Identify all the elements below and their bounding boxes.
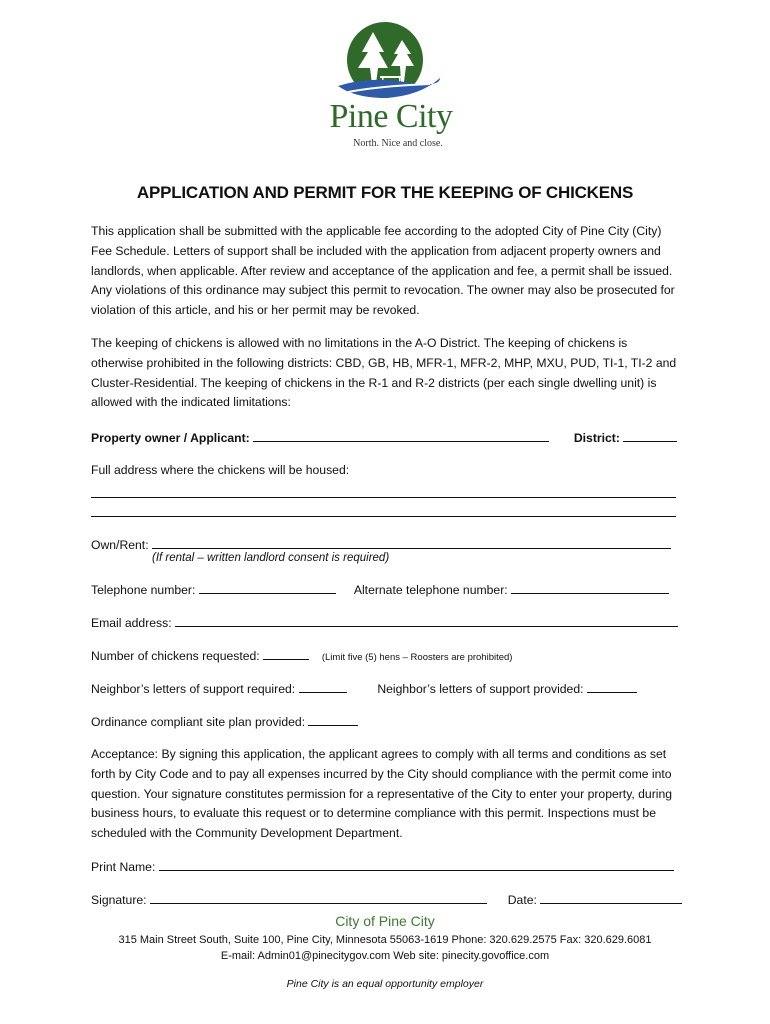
phone-label: Telephone number: xyxy=(91,583,196,597)
signature-field[interactable] xyxy=(150,892,487,904)
site-plan-field[interactable] xyxy=(308,714,358,726)
acceptance-paragraph: Acceptance: By signing this application, the applicant agrees to comply with all terms and conditions as set forth by City Code and to pay all expenses incurred by the City should compliance with the permit come into question. Your signature constitutes permission for a representative of the City to enter your property, during business hours, to evaluate this request or to determine compliance with this permit. Inspections must be scheduled with the Community Development Department. xyxy=(91,747,673,841)
owner-row xyxy=(91,430,681,446)
address-label: Full address where the chickens will be housed: xyxy=(91,463,350,477)
site-plan-label: Ordinance compliant site plan provided: xyxy=(91,715,306,729)
ownrent-field[interactable] xyxy=(152,537,671,549)
owner-field[interactable] xyxy=(253,430,549,442)
page-title: APPLICATION AND PERMIT FOR THE KEEPING OF CHICKENS xyxy=(136,183,634,202)
letters-required-label: Neighbor’s letters of support required: xyxy=(91,682,296,696)
intro-paragraph: This application shall be submitted with the applicable fee according to the adopted City of Pine City (City) Fee Schedule. Letters of support shall be included with the application from adjacent property owners and landlords, when applicable. After review and acceptance of the application and fee, a permit shall be issued. Any violations of this ordinance may subject this permit to revocation. The owner may also be prosecuted for violation of this article, and his or her permit may be revoked. xyxy=(91,224,675,318)
letters-provided-label: Neighbor’s letters of support provided: xyxy=(377,682,584,696)
ownrent-label: Own/Rent: xyxy=(91,538,149,552)
alt-phone-label: Alternate telephone number: xyxy=(353,583,508,597)
logo-tagline: North. Nice and close. xyxy=(353,138,443,149)
phone-row xyxy=(91,582,681,598)
address-line-1[interactable] xyxy=(91,497,676,498)
rental-note: (If rental – written landlord consent is required) xyxy=(152,552,390,564)
signature-row xyxy=(91,892,681,908)
alt-phone-field[interactable] xyxy=(511,582,669,594)
pine-trees-emblem-icon xyxy=(310,22,460,102)
print-name-field[interactable] xyxy=(159,859,674,871)
owner-label: Property owner / Applicant: xyxy=(91,431,250,445)
pine-city-logo xyxy=(310,22,460,157)
district-label: District: xyxy=(573,431,620,445)
district-field[interactable] xyxy=(623,430,677,442)
address-line-2[interactable] xyxy=(91,516,676,517)
logo-wordmark: Pine City xyxy=(329,98,453,135)
phone-field[interactable] xyxy=(199,582,336,594)
chickens-note: (Limit five (5) hens – Roosters are prohibited) xyxy=(321,652,513,663)
chickens-label: Number of chickens requested: xyxy=(91,649,260,663)
letters-provided-field[interactable] xyxy=(587,681,637,693)
letters-row xyxy=(91,681,681,697)
email-label: Email address: xyxy=(91,616,172,630)
site-plan-row xyxy=(91,714,681,730)
email-row xyxy=(91,615,681,631)
print-name-label: Print Name: xyxy=(91,860,156,874)
chickens-row xyxy=(91,648,681,664)
footer-contact xyxy=(0,933,770,965)
chickens-field[interactable] xyxy=(263,648,309,660)
date-field[interactable] xyxy=(540,892,682,904)
ownrent-row xyxy=(91,537,681,553)
date-label: Date: xyxy=(507,893,537,907)
letters-required-field[interactable] xyxy=(299,681,347,693)
footer-address: 315 Main Street South, Suite 100, Pine City, Minnesota 55063-1619 Phone: 320.629.2575 Fax: 320.629.6081 xyxy=(118,934,652,946)
signature-label: Signature: xyxy=(91,893,147,907)
footer-org-name: City of Pine City xyxy=(335,913,435,929)
districts-paragraph: The keeping of chickens is allowed with no limitations in the A-O District. The keeping of chickens is otherwise prohibited in the following districts: CBD, GB, HB, MFR-1, MFR-2, MHP, MXU, PUD, TI-1, TI-2 and Cluster-Residential. The keeping of chickens in the R-1 and R-2 districts (per each single dwelling unit) is allowed with the indicated limitations: xyxy=(91,336,677,410)
print-name-row xyxy=(91,859,681,875)
footer-email-web: E-mail: Admin01@pinecitygov.com Web site: pinecity.govoffice.com xyxy=(220,949,550,962)
email-field[interactable] xyxy=(175,615,678,627)
footer-eeo-statement: Pine City is an equal opportunity employer xyxy=(286,978,484,990)
